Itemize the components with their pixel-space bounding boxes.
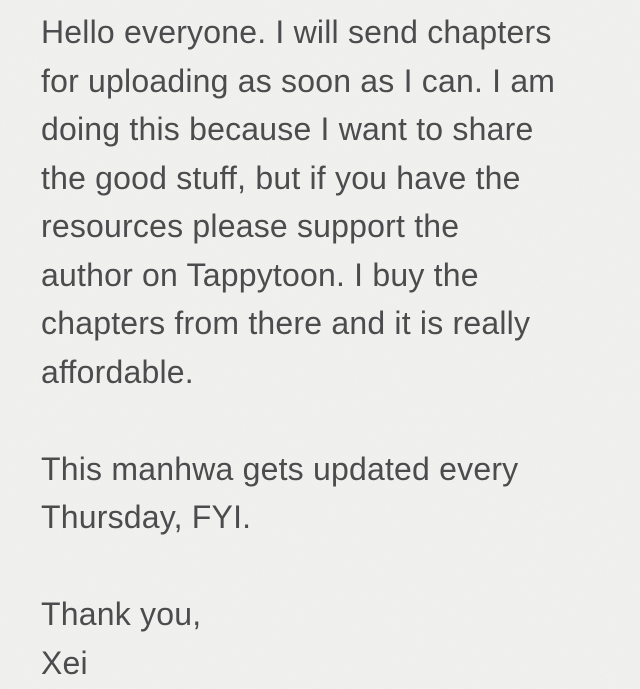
note-line: Thank you, — [41, 596, 202, 632]
note-line: the good stuff, but if you have the — [41, 159, 521, 196]
note-line — [41, 542, 620, 591]
note-line: chapters from there and it is really — [41, 305, 531, 341]
note-line: Thursday, FYI. — [41, 499, 252, 535]
note-line: Hello everyone. I will send chapters — [41, 14, 552, 50]
note-line: This manhwa gets updated every — [41, 450, 519, 487]
note-line: affordable. — [41, 353, 194, 390]
note-line: resources please support the — [41, 208, 460, 244]
note-line: for uploading as soon as I can. I am — [41, 62, 556, 99]
note-line: doing this because I want to share — [41, 111, 534, 147]
note-line: author on Tappytoon. I buy the — [41, 256, 479, 293]
note-line — [41, 396, 620, 445]
note-line: Xei — [41, 644, 88, 681]
